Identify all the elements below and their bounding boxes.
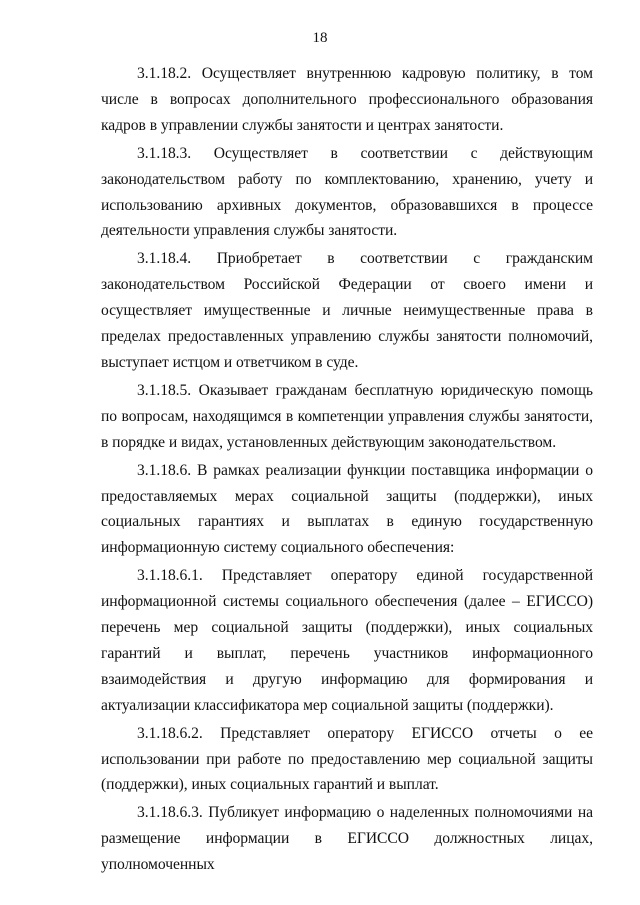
paragraph-3-1-18-2: 3.1.18.2. Осуществляет внутреннюю кадровую политику, в том числе в вопросах дополнительного профессионального образования кадров в управлении службы занятости и центрах занятости. bbox=[101, 65, 593, 134]
paragraph-3-1-18-4: 3.1.18.4. Приобретает в соответствии с гражданским законодательством Российской Федерации от своего имени и осуществляет имущественные и личные неимущественные права в пределах предоставленных управлению службы занятости полномочий, выступает истцом и ответчиком в суде. bbox=[101, 250, 593, 371]
paragraph-3-1-18-6-1: 3.1.18.6.1. Представляет оператору единой государственной информационной системы социального обеспечения (далее – ЕГИССО) перечень мер социальной защиты (поддержки), иных социальных гарантий и выплат, перечень участников информационного взаимодействия и другую информацию для формирования и актуализации классификатора мер социальной защиты (поддержки). bbox=[101, 567, 593, 714]
paragraph-3-1-18-6: 3.1.18.6. В рамках реализации функции поставщика информации о предоставляемых мерах социальной защиты (поддержки), иных социальных гарантиях и выплатах в единую государственную информационную систему социального обеспечения: bbox=[101, 461, 593, 557]
document-body bbox=[101, 61, 593, 880]
page-number: 18 bbox=[312, 30, 328, 46]
paragraph-3-1-18-6-3: 3.1.18.6.3. Публикует информацию о наделенных полномочиями на размещение информации в ЕГИССО должностных лицах, уполномоченных bbox=[101, 804, 593, 874]
paragraph-3-1-18-5: 3.1.18.5. Оказывает гражданам бесплатную юридическую помощь по вопросам, находящимся в компетенции управления службы занятости, в порядке и видах, установленных действующим законодательством. bbox=[101, 381, 593, 451]
paragraph-3-1-18-3: 3.1.18.3. Осуществляет в соответствии с действующим законодательством работу по комплектованию, хранению, учету и использованию архивных документов, образовавшихся в процессе деятельности управления службы занятости. bbox=[101, 144, 593, 240]
paragraph-3-1-18-6-2: 3.1.18.6.2. Представляет оператору ЕГИССО отчеты о ее использовании при работе по предоставлению мер социальной защиты (поддержки), иных социальных гарантий и выплат. bbox=[101, 724, 593, 794]
